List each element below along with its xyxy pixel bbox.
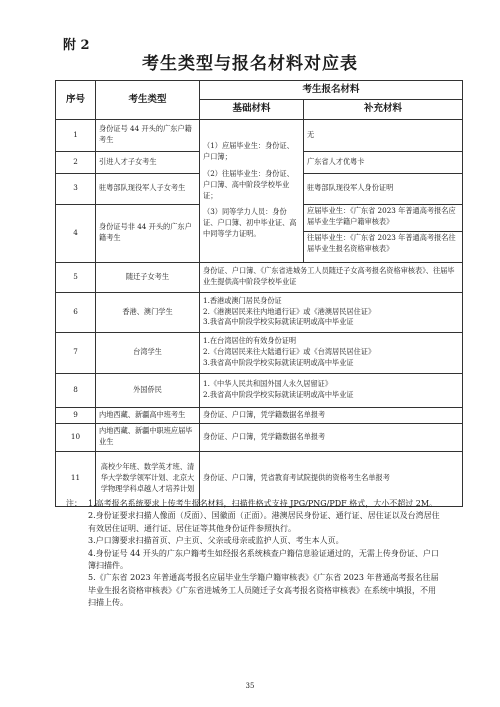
student-type: 身份证号非 44 开头的广东户籍考生 [96,204,200,262]
note-item [66,572,441,609]
student-type: 内地西藏、新疆中职班应届毕业生 [96,423,200,451]
supplement: 无 [304,119,463,151]
header-supplement: 补充材料 [304,100,463,119]
student-type: 随迁子女考生 [96,262,200,292]
appendix-label: 附 2 [63,38,90,53]
materials-table [55,80,463,507]
table-row [56,423,463,451]
note-item [66,498,441,510]
table-row [56,119,463,151]
materials-content [200,332,463,373]
material-line: 2.《港澳居民来往内地通行证》或《港澳居民居住证》 [203,306,376,316]
page-title: 考生类型与报名材料对应表 [142,54,358,74]
student-type: 高校少年班、数学英才班、清华大学数学领军计划、北京大学物理学科卓越人才培养计划 [96,451,200,506]
header-basic: 基础材料 [200,100,304,119]
table-row [56,332,463,373]
note-text: 1.高考报名系统要求上传考生报名材料，扫描件格式支持 JPG/PNG/PDF 格式，大小不超过 2M。 [88,499,438,508]
row-number: 1 [56,119,96,151]
header-index: 序号 [56,81,96,120]
note-text: 3.户口簿要求扫描首页、户主页、父亲或母亲或监护人页、考生本人页。 [88,536,344,546]
material-line: 3.我省高中阶段学校实际就读证明或高中毕业证 [203,317,354,327]
table-row [56,292,463,332]
note-item [66,548,441,573]
basic-materials [200,119,304,262]
material-line: 1.《中华人民共和国外国人永久居留证》 [203,379,333,389]
materials-content: 身份证、户口簿，凭学籍数据名单报考 [200,423,463,451]
row-number: 5 [56,262,96,292]
material-line: 1.在台湾居住的有效身份证明 [203,336,297,346]
supplement: 广东省人才优粤卡 [304,151,463,173]
row-number: 3 [56,173,96,204]
student-type: 身份证号 44 开头的广东户籍考生 [96,119,200,151]
notes-section [66,498,441,610]
note-text: 5.《广东省 2023 年普通高考报名应届毕业生学籍户籍审核表》《广东省 2023 年普通高考报名往届毕业生报名资格审核表》《广东省进城务工人员随迁子女高考报名资格审核表》在系统中填报，不用扫描上传。 [88,573,439,608]
row-number: 4 [56,204,96,262]
basic-line-1: （1）应届毕业生：身份证、户口簿； [203,141,294,162]
student-type: 内地西藏、新疆高中班考生 [96,407,200,423]
row-number: 9 [56,407,96,423]
supplement: 驻粤部队现役军人身份证明 [304,173,463,204]
header-row [56,81,463,100]
materials-content [200,292,463,332]
materials-content: 身份证、户口簿、《广东省进城务工人员随迁子女高考报名资格审核表》、往届毕业生提供高中阶段学校毕业证 [200,262,463,292]
note-item [66,510,441,535]
materials-content: 身份证、户口簿，凭省教育考试院提供的资格考生名单报考 [200,451,463,506]
table-row [56,407,463,423]
row-number: 11 [56,451,96,506]
row-number: 6 [56,292,96,332]
student-type: 台湾学生 [96,332,200,373]
student-type: 引进人才子女考生 [96,151,200,173]
supplement-current: 应届毕业生：《广东省 2023 年普通高考报名应届毕业生学籍户籍审核表》 [304,205,462,232]
basic-line-2: （2）往届毕业生：身份证、户口簿、高中阶段学校毕业证； [203,168,294,200]
notes-lead: 注： [66,499,82,508]
supplement-split [304,204,463,262]
row-number: 8 [56,373,96,407]
materials-content: 身份证、户口簿，凭学籍数据名单报考 [200,407,463,423]
header-materials: 考生报名材料 [200,81,463,100]
note-text: 4.身份证号 44 开头的广东户籍考生如经报名系统核查户籍信息验证通过的，无需上传身份证、户口簿扫描件。 [88,548,439,570]
basic-line-3: （3）同等学力人员：身份证、户口簿、初中毕业证、高中同等学力证明。 [203,207,297,238]
material-line: 2.我省高中阶段学校实际就读证明或高中毕业证 [203,390,354,399]
table-row [56,373,463,407]
student-type: 香港、澳门学生 [96,292,200,332]
note-item [66,535,441,547]
material-line: 1.香港或澳门居民身份证 [203,295,282,305]
row-number: 2 [56,151,96,173]
materials-content [200,373,463,407]
note-text: 2.身份证要求扫描人像面（反面）、国徽面（正面）。港澳居民身份证、通行证、居住证以及台湾居住有效居住证明、通行证、居住证等其他身份证件参照执行。 [88,511,440,533]
student-type: 驻粤部队现役军人子女考生 [96,173,200,204]
material-line: 2.《台湾居民来往大陆通行证》或《台湾居民居住证》 [203,347,376,357]
header-type: 考生类型 [96,81,200,120]
supplement-former: 往届毕业生：《广东省 2023 年普通高考报名往届毕业生报名资格审核表》 [307,233,456,253]
table-row [56,262,463,292]
row-number: 7 [56,332,96,373]
row-number: 10 [56,423,96,451]
student-type: 外国侨民 [96,373,200,407]
material-line: 3.我省高中阶段学校实际就读证明或高中毕业证 [203,357,354,367]
page-number: 35 [245,682,255,690]
